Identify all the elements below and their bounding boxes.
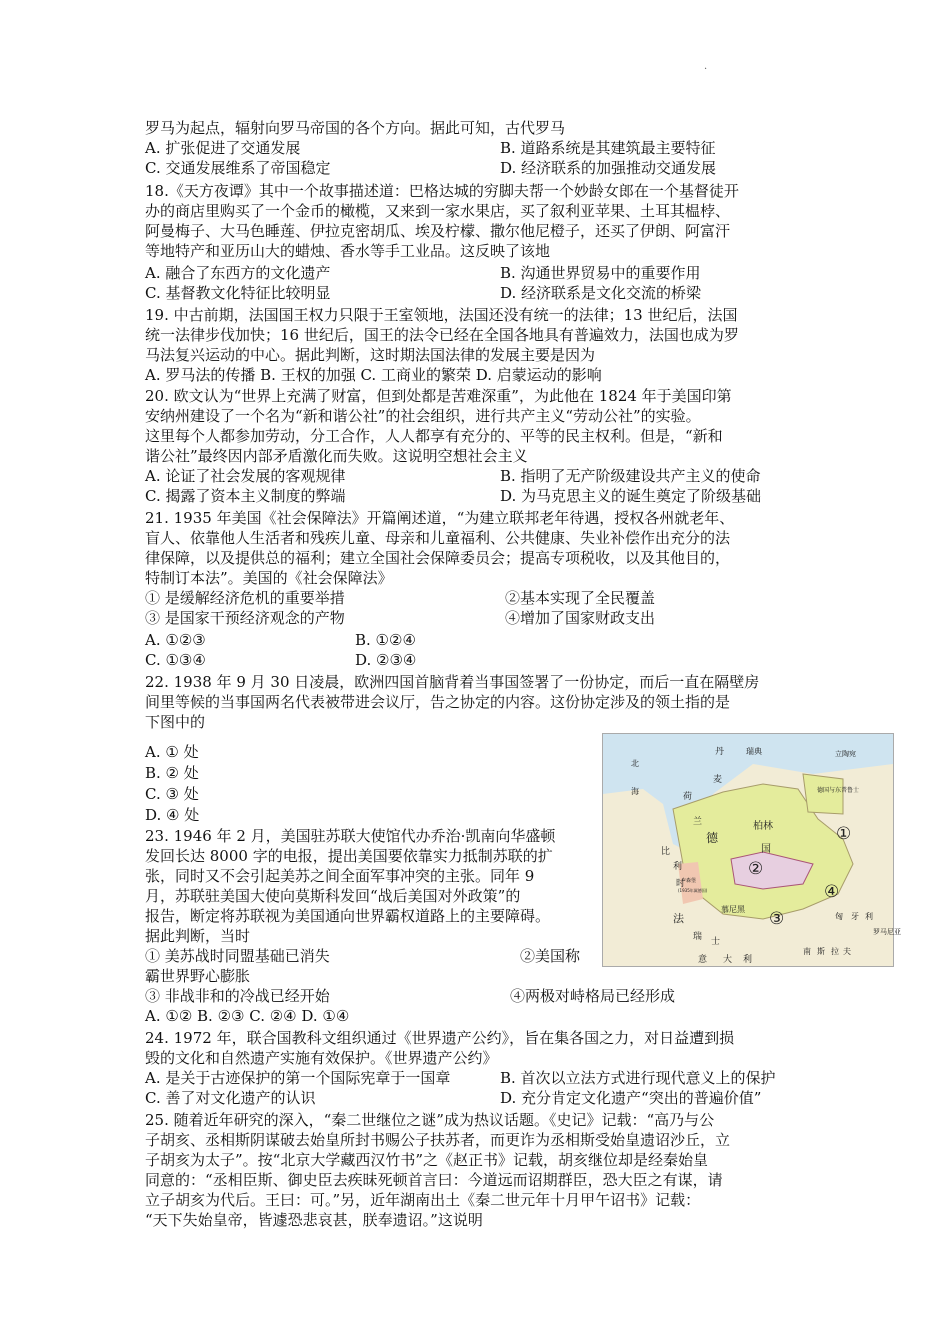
line-text: C. 交通发展维系了帝国稳定 [145,159,331,177]
line-text: 22. 1938 年 9 月 30 日凌晨，欧洲四国首脑背着当事国签署了一份协定，而后一直在隔壁房 [145,673,760,691]
text-line [145,946,581,966]
map-marker: ③ [769,909,785,929]
text-line [145,588,656,608]
map-marker: ④ [824,882,840,902]
text-line [145,692,730,712]
line-text: A. 论证了社会发展的客观规律 [145,467,346,485]
text-line [145,345,595,365]
text-line [145,1110,714,1130]
text-line [145,1048,498,1068]
option-text: ②基本实现了全民覆盖 [505,589,656,607]
map-marker: ② [748,859,764,879]
line-text: ① 是缓解经济危机的重要举措 [145,589,345,607]
text-line [145,406,701,426]
map-label: 南 [803,947,811,956]
text-line [145,181,739,201]
line-text: C. ①③④ [145,651,206,669]
line-text: 这里每个人都参加劳动，分工合作，人人都享有充分的、平等的民主权利。但是，“新和 [145,427,723,445]
line-text: C. ③ 处 [145,785,199,803]
text-line [145,712,205,732]
option-text: ④增加了国家财政支出 [505,609,656,627]
line-text: 23. 1946 年 2 月，美国驻苏联大使馆代办乔治·凯南向华盛顿 [145,827,556,845]
text-line [145,966,250,986]
text-line [145,672,759,692]
line-text: 特制订本法”。美国的《社会保障法》 [145,569,393,587]
map-label: 柏林 [753,821,773,832]
map-label: 利 [743,955,753,965]
line-text: B. ② 处 [145,764,199,782]
map-label: 瑞 [693,932,703,942]
line-text: 办的商店里购买了一个金币的橄榄，又来到一家水果店，买了叙利亚苹果、土耳其榅桲、 [145,202,731,220]
line-text: 25. 随着近年研究的深入，“秦二世继位之谜”成为热议话题。《史记》记载：“高乃与公 [145,1111,715,1129]
text-line [145,650,417,670]
map-label: 国 [761,844,771,855]
map-label: 瑞典 [746,747,762,756]
line-text: A. ① 处 [145,743,199,761]
map-label: 斯 [817,947,825,956]
line-text: 马法复兴运动的中心。据此判断，这时期法国法律的发展主要是因为 [145,346,596,364]
option-text: ②美国称 [520,947,581,965]
text-line [145,886,520,906]
text-line [145,1170,723,1190]
line-text: 阿曼梅子、大马色睡莲、伊拉克密胡瓜、埃及柠檬、撒尔他尼橙子，还买了伊朗、阿富汗 [145,222,731,240]
line-text: A. 罗马法的传播 B. 王权的加强 C. 工商业的繁荣 D. 启蒙运动的影响 [145,366,602,384]
map-label: 兰 [693,817,703,827]
option-text: D. 经济联系是文化交流的桥梁 [500,284,702,302]
text-line [145,826,555,846]
text-line [145,906,550,926]
text-line [145,241,550,261]
map-label: 北 [631,759,639,768]
text-line [145,1130,730,1150]
map-label: 匈 [835,912,843,921]
option-text: B. 沟通世界贸易中的重要作用 [500,264,701,282]
line-text: 20. 欧文认为“世界上充满了财富，但到处都是苦难深重”，为此他在 1824 年于美国印第 [145,387,732,405]
text-line [145,365,602,385]
text-line [145,221,730,241]
map-label: 拉 [831,947,839,956]
text-line [145,508,734,528]
text-line [145,548,730,568]
text-line [145,325,739,345]
text-line [145,986,676,1006]
map-label: (1935年属德国) [678,888,708,893]
option-text: D. 为马克思主义的诞生奠定了阶级基础 [500,487,762,505]
map-marker: ① [836,824,852,844]
line-text: 发回长达 8000 字的电报，提出美国要依靠实力抵制苏联的扩 [145,847,553,865]
line-text: ③ 非战非和的冷战已经开始 [145,987,330,1005]
map-label: 夫 [843,947,851,956]
text-line [145,283,702,303]
line-text: 18.《天方夜谭》其中一个故事描述道：巴格达城的穷脚夫帮一个妙龄女郎在一个基督徒开 [145,182,739,200]
text-line [145,1006,349,1026]
line-text: A. 融合了东西方的文化遗产 [145,264,331,282]
text-line [145,201,730,221]
text-line [145,426,723,446]
text-line [145,805,199,825]
map-label: 意 [698,955,708,965]
line-text: ③ 是国家干预经济观念的产物 [145,609,345,627]
map-label: 比 [661,847,671,857]
text-line [145,784,199,804]
line-text: 子胡亥、丞相斯阴谋破去始皇所封书赐公子扶苏者，而更诈为丞相斯受始皇遗诏沙丘，立 [145,1131,731,1149]
page-mark: · [704,64,708,75]
line-text: 谐公社”最终因内部矛盾激化而失败。这说明空想社会主义 [145,447,528,465]
europe-1938-map [602,733,901,967]
text-line [145,528,730,548]
map-label: 利 [865,912,873,921]
map-label: 法 [673,912,684,925]
text-line [145,446,528,466]
map-label: 罗马尼亚 [873,928,901,936]
text-line [145,1150,708,1170]
line-text: D. ④ 处 [145,806,200,824]
option-text: D. 经济联系的加强推动交通发展 [500,159,717,177]
option-text: ④两极对峙格局已经形成 [510,987,676,1005]
map-label: 立陶宛 [835,750,856,758]
line-text: 统一法律步伐加快；16 世纪后，国王的法令已经在全国各地具有普遍效力，法国也成为罗 [145,326,739,344]
map-label: 海 [631,787,639,796]
line-text: “天下失始皇帝，皆遽恐悲哀甚，朕奉遗诏。”这说明 [145,1211,483,1229]
line-text: 盲人、依靠他人生活者和残疾儿童、母亲和儿童福利、公共健康、失业补偿作出充分的法 [145,529,731,547]
text-line [145,1190,700,1210]
text-line [145,926,250,946]
line-text: 下图中的 [145,713,206,731]
option-text: B. 指明了无产阶级建设共产主义的使命 [500,467,761,485]
line-text: C. 揭露了资本主义制度的弊端 [145,487,346,505]
option-text: B. 首次以立法方式进行现代意义上的保护 [500,1069,776,1087]
map-label: 麦 [713,775,723,785]
map-label: 丹 [715,747,725,757]
map-label: 利 [673,862,683,872]
map-label: 荷 [683,792,693,802]
text-line [145,305,737,325]
line-text: 19. 中古前期，法国国王权力只限于王室领地，法国还没有统一的法律；13 世纪后，法国 [145,306,738,324]
option-text: B. ①②④ [355,631,416,649]
line-text: 月，苏联驻美国大使向莫斯科发回“战后美国对外政策”的 [145,887,521,905]
text-line [145,158,717,178]
text-line [145,118,565,138]
line-text: A. 是关于古迹保护的第一个国际宪章于一国章 [145,1069,451,1087]
text-line [145,263,701,283]
text-line [145,846,553,866]
map-label: 士 [711,937,721,947]
line-text: 毁的文化和自然遗产实施有效保护。《世界遗产公约》 [145,1049,498,1067]
text-line [145,386,732,406]
line-text: C. 善了对文化遗产的认识 [145,1089,316,1107]
text-line [145,1028,734,1048]
map-label: 慕尼黑 [721,905,745,914]
line-text: 霸世界野心膨胀 [145,967,251,985]
line-text: 报告，断定将苏联视为美国通向世界霸权道路上的主要障碍。 [145,907,551,925]
text-line [145,138,716,158]
text-line [145,742,199,762]
option-text: B. 道路系统是其建筑最主要特征 [500,139,716,157]
map-label: 牙 [851,912,859,921]
text-line [145,466,761,486]
text-line [145,866,534,886]
line-text: 罗马为起点，辐射向罗马帝国的各个方向。据此可知，古代罗马 [145,119,566,137]
line-text: 同意的：“丞相臣斯、御史臣去疾昧死顿首言曰：今道远而诏期群臣，恐大臣之有谋，请 [145,1171,723,1189]
map-label: 德国与东普鲁士 [817,787,860,794]
map-label: 时 [676,879,686,889]
line-text: 21. 1935 年美国《社会保障法》开篇阐述道，“为建立联邦老年待遇，授权各州就老年、 [145,509,735,527]
text-line [145,1068,776,1088]
text-line [145,630,416,650]
line-text: 24. 1972 年，联合国教科文组织通过《世界遗产公约》，旨在集各国之力，对日益遭到损 [145,1029,735,1047]
text-line [145,608,656,628]
map-label: 德 [706,831,719,845]
line-text: 间里等候的当事国两名代表被带进会议厅，告之协定的内容。这份协定涉及的领土指的是 [145,693,731,711]
text-line [145,1210,483,1230]
line-text: 张，同时又不会引起美苏之间全面军事冲突的主张。同年 9 [145,867,535,885]
map-label: 卢森堡 [681,878,697,884]
line-text: A. ①②③ [145,631,206,649]
line-text: 等地特产和亚历山大的蜡烛、香水等手工业品。这反映了该地 [145,242,551,260]
option-text: D. 充分肯定文化遗产“突出的普遍价值” [500,1089,762,1107]
line-text: 立子胡亥为代后。王曰：可。”另，近年湖南出土《秦二世元年十月甲午诏书》记载： [145,1191,701,1209]
line-text: 据此判断，当时 [145,927,251,945]
line-text: A. ①② B. ②③ C. ②④ D. ①④ [145,1007,350,1025]
line-text: 律保障，以及提供总的福利；建立全国社会保障委员会；提高专项税收，以及其他目的， [145,549,731,567]
line-text: A. 扩张促进了交通发展 [145,139,301,157]
line-text: C. 基督教文化特征比较明显 [145,284,331,302]
map-label: 大 [723,955,733,965]
text-line [145,1088,762,1108]
line-text: 安纳州建设了一个名为“新和谐公社”的社会组织，进行共产主义“劳动公社”的实验。 [145,407,701,425]
text-line [145,486,762,506]
option-text: D. ②③④ [355,651,417,669]
text-line [145,763,199,783]
text-line [145,568,393,588]
line-text: ① 美苏战时同盟基础已消失 [145,947,330,965]
line-text: 子胡亥为太子”。按“北京大学藏西汉竹书”之《赵正书》记载，胡亥继位却是经秦始皇 [145,1151,709,1169]
east-prussia-region [803,774,843,814]
